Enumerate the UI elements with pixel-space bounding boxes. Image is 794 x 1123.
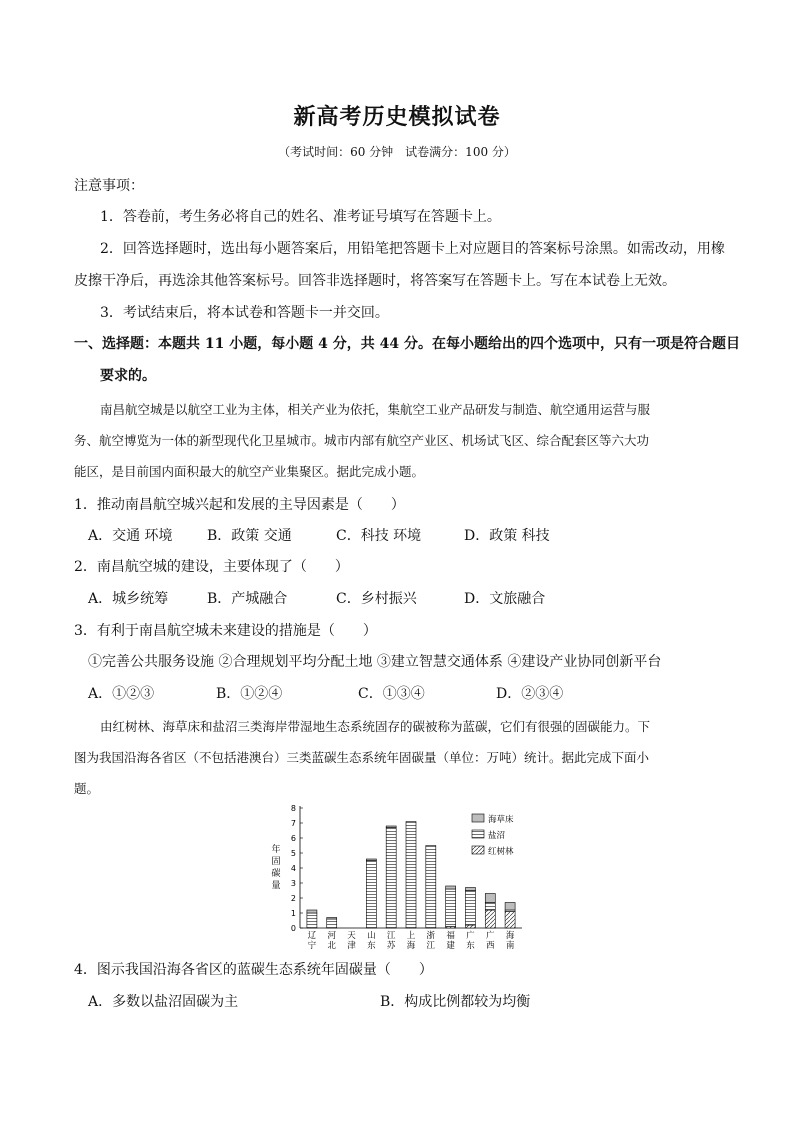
x-tick-label: 福: [446, 931, 455, 941]
section-heading-cont: 要求的。: [100, 368, 156, 384]
bar-广西-海草床: [485, 894, 495, 903]
x-tick-label: 上: [406, 931, 416, 941]
bar-山东-盐沼: [366, 861, 376, 929]
bar-山东-海草床: [366, 859, 376, 861]
y-label-char: 量: [271, 881, 281, 891]
question-4-stem: 4．图示我国沿海各省区的蓝碳生态系统年固碳量（ ）: [74, 962, 433, 978]
passage-2-line-3: 题。: [74, 781, 100, 796]
question-1-stem: 1．推动南昌航空城兴起和发展的主导因素是（ ）: [74, 497, 405, 513]
x-tick-label: 海: [406, 941, 416, 951]
x-tick-label: 南: [505, 941, 515, 951]
x-tick-label: 东: [466, 941, 475, 951]
bar-上海-盐沼: [406, 822, 416, 929]
bar-江苏-盐沼: [386, 828, 396, 929]
x-tick-label: 海: [505, 931, 515, 941]
x-tick-label: 浙: [426, 931, 436, 941]
question-3-option-c[interactable]: C．①③④: [358, 686, 425, 702]
y-label-char: 年: [271, 845, 281, 855]
question-4-option-b[interactable]: B．构成比例都较为均衡: [380, 994, 531, 1010]
bar-广西-红树林: [485, 910, 495, 928]
x-tick-label: 津: [347, 941, 356, 951]
y-tick-label: 7: [290, 819, 296, 828]
bar-广西-盐沼: [485, 903, 495, 911]
question-1-option-b[interactable]: B．政策 交通: [207, 528, 292, 544]
question-2-option-b[interactable]: B．产城融合: [207, 591, 288, 607]
x-tick-label: 山: [367, 931, 376, 941]
notice-heading: 注意事项：: [74, 178, 144, 194]
exam-info: （考试时间：60 分钟 试卷满分：100 分）: [278, 145, 516, 159]
bar-江苏-海草床: [386, 826, 396, 828]
passage-1-line-2: 务、航空博览为一体的新型现代化卫星城市。城市内部有航空产业区、机场试飞区、综合配套区等六大功: [74, 433, 650, 448]
x-tick-label: 北: [327, 941, 336, 951]
question-2-option-d[interactable]: D．文旅融合: [464, 591, 546, 607]
bar-广东-红树林: [465, 925, 475, 928]
notice-item-3: 3．考试结束后，将本试卷和答题卡一并交回。: [100, 305, 389, 321]
x-tick-label: 江: [386, 931, 396, 941]
question-2-option-a[interactable]: A．城乡统筹: [88, 591, 169, 607]
y-label-char: 碳: [271, 869, 281, 879]
x-tick-label: 河: [327, 931, 336, 941]
x-tick-label: 天: [347, 931, 356, 941]
y-tick-label: 6: [290, 834, 296, 843]
bar-福建-盐沼: [446, 889, 456, 927]
y-tick-label: 3: [290, 879, 296, 888]
bar-广东-盐沼: [465, 891, 475, 926]
legend-swatch: [472, 846, 484, 854]
bar-广东-海草床: [465, 888, 475, 891]
question-4-option-a[interactable]: A．多数以盐沼固碳为主: [88, 994, 239, 1010]
page-title: 新高考历史模拟试卷: [293, 105, 501, 130]
question-3-option-d[interactable]: D．②③④: [496, 686, 564, 702]
question-1-option-c[interactable]: C．科技 环境: [336, 528, 422, 544]
x-tick-label: 苏: [386, 941, 396, 951]
section-heading: 一、选择题：本题共 11 小题，每小题 4 分，共 44 分。在每小题给出的四个选项中，只有一项是符合题目: [74, 336, 740, 352]
passage-1-line-3: 能区，是目前国内面积最大的航空产业集聚区。据此完成小题。: [74, 464, 425, 479]
x-tick-label: 广: [486, 931, 495, 941]
bar-河北-海草床: [327, 918, 337, 920]
legend-swatch: [472, 814, 484, 822]
y-label-char: 固: [271, 857, 281, 867]
y-tick-label: 1: [290, 909, 296, 918]
notice-item-1: 1．答卷前，考生务必将自己的姓名、准考证号填写在答题卡上。: [100, 209, 501, 225]
y-axis-label: [271, 843, 280, 891]
x-tick-label: 宁: [307, 941, 317, 951]
y-tick-label: 4: [290, 864, 296, 873]
bar-海南-红树林: [505, 912, 515, 929]
notice-item-2-cont: 皮擦干净后，再选涂其他答案标号。回答非选择题时，将答案写在答题卡上。写在本试卷上无效。: [74, 273, 676, 289]
notice-item-2: 2．回答选择题时，选出每小题答案后，用铅笔把答题卡上对应题目的答案标号涂黑。如需改动，用橡: [100, 241, 725, 257]
legend-label: 海草床: [488, 815, 514, 825]
passage-2-line-2: 图为我国沿海各省区（不包括港澳台）三类蓝碳生态系统年固碳量（单位：万吨）统计。据此完成下面小: [74, 750, 650, 765]
x-tick-label: 西: [486, 941, 495, 951]
question-2-stem: 2．南昌航空城的建设，主要体现了（ ）: [74, 559, 349, 575]
y-tick-label: 2: [290, 894, 296, 903]
legend-label: 盐沼: [488, 831, 506, 841]
legend-label: 红树林: [488, 847, 514, 857]
question-1-option-d[interactable]: D．政策 科技: [464, 528, 550, 544]
x-tick-label: 广: [466, 931, 475, 941]
blue-carbon-chart: [262, 800, 532, 958]
bar-浙江-盐沼: [426, 846, 436, 929]
y-tick-label: 8: [290, 804, 296, 813]
y-tick-label: 0: [290, 924, 296, 933]
x-tick-label: 辽: [307, 931, 317, 941]
question-3-option-a[interactable]: A．①②③: [88, 686, 155, 702]
bar-辽宁-盐沼: [307, 913, 317, 928]
question-3-option-b[interactable]: B．①②④: [216, 686, 283, 702]
bar-辽宁-海草床: [307, 910, 317, 913]
question-2-option-c[interactable]: C．乡村振兴: [336, 591, 417, 607]
bar-福建-海草床: [446, 886, 456, 889]
x-tick-label: 东: [367, 941, 376, 951]
question-1-option-a[interactable]: A．交通 环境: [88, 528, 173, 544]
bar-河北-盐沼: [327, 919, 337, 928]
x-tick-label: 建: [446, 941, 455, 951]
question-3-items: ①完善公共服务设施 ②合理规划平均分配土地 ③建立智慧交通体系 ④建设产业协同创新平台: [88, 654, 662, 670]
passage-1-line-1: 南昌航空城是以航空工业为主体，相关产业为依托，集航空工业产品研发与制造、航空通用运营与服: [100, 402, 651, 417]
passage-2-line-1: 由红树林、海草床和盐沼三类海岸带湿地生态系统固存的碳被称为蓝碳，它们有很强的固碳能力。下: [100, 719, 651, 734]
bar-海南-海草床: [505, 903, 515, 911]
y-tick-label: 5: [290, 849, 296, 858]
question-3-stem: 3．有利于南昌航空城未来建设的措施是（ ）: [74, 623, 377, 639]
legend-swatch: [472, 830, 484, 838]
x-tick-label: 江: [426, 941, 436, 951]
